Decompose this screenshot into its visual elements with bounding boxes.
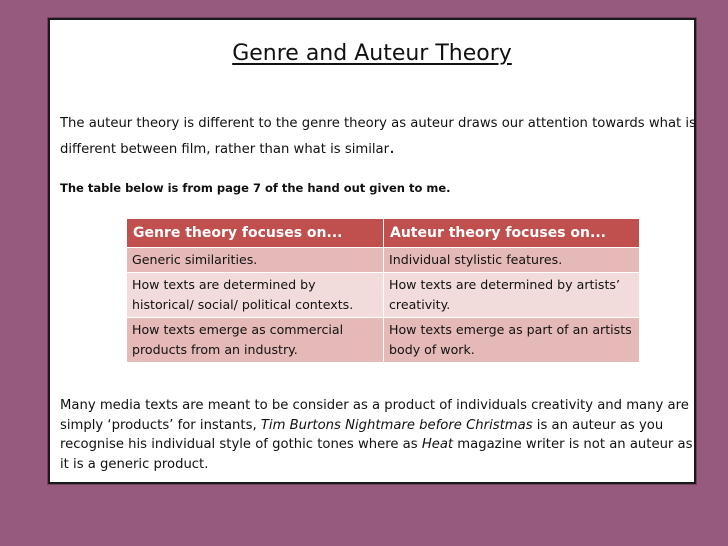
comparison-table: [126, 218, 640, 363]
closing-paragraph: [60, 396, 694, 474]
table-header-row: [127, 219, 640, 248]
table-note: The table below is from page 7 of the hand out given to me.: [60, 181, 451, 195]
table-cell: How texts are determined by historical/ social/ political contexts.: [127, 273, 384, 318]
table-row: [127, 273, 640, 318]
auteur-header: Auteur theory focuses on...: [384, 219, 640, 248]
magazine-title: Heat: [421, 437, 454, 452]
closing-text-3: magazine writer is not an auteur as it is a generic product.: [60, 437, 693, 472]
intro-paragraph: [60, 112, 696, 162]
intro-text: The auteur theory is different to the genre theory as auteur draws our attention towards what is different between film, rather than what is similar: [60, 116, 696, 157]
closing-text-1: Many media texts are meant to be consider as a product of individuals creativity and many are simply ‘products’ for instants,: [60, 398, 689, 433]
closing-text-2: is an auteur as you recognise his individual style of gothic tones where as: [60, 417, 664, 452]
slide: [48, 18, 696, 484]
table-row: [127, 318, 640, 363]
table-cell: How texts are determined by artists’ creativity.: [384, 273, 640, 318]
table-row: [127, 248, 640, 273]
film-title: Tim Burtons Nightmare before Christmas: [260, 417, 533, 433]
table-cell: Individual stylistic features.: [384, 248, 640, 273]
intro-end: .: [389, 137, 395, 158]
table-cell: Generic similarities.: [127, 248, 384, 273]
table-cell: How texts emerge as part of an artists body of work.: [384, 318, 640, 363]
page-title: Genre and Auteur Theory: [232, 41, 512, 66]
genre-header: Genre theory focuses on...: [127, 219, 384, 248]
table-cell: How texts emerge as commercial products from an industry.: [127, 318, 384, 363]
